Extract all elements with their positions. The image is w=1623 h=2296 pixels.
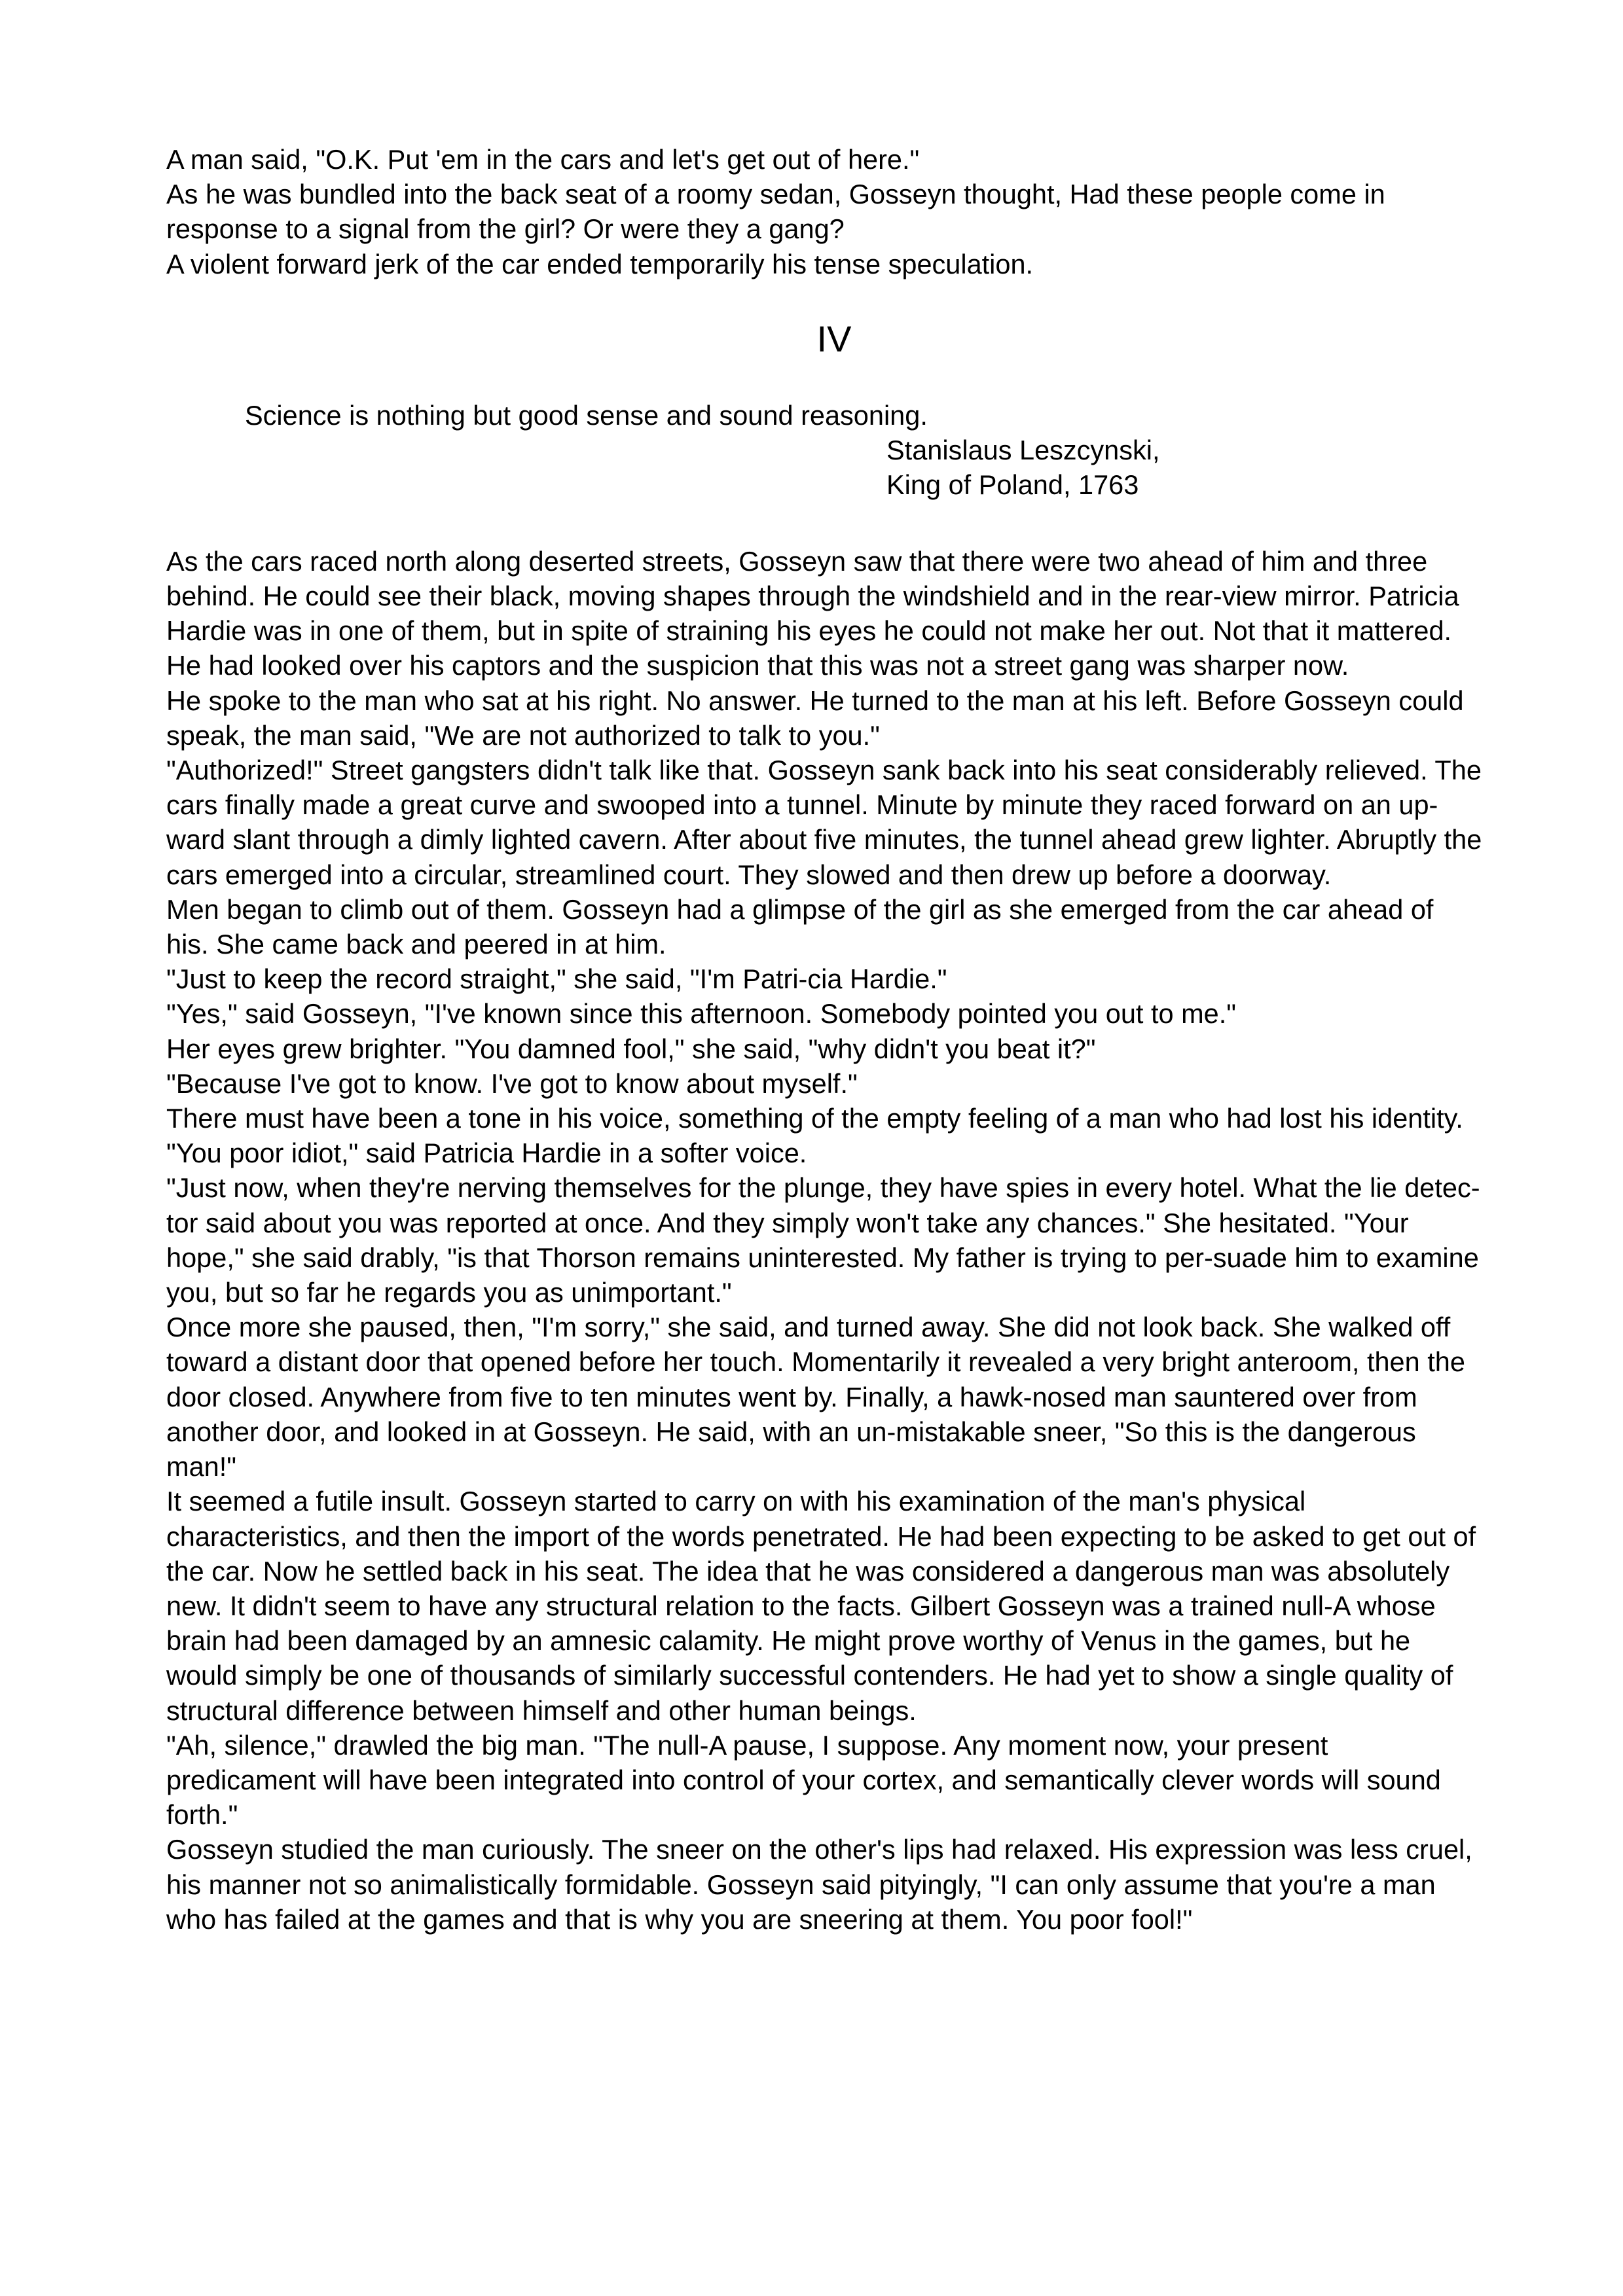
document-page: [166, 142, 1482, 1937]
body-paragraph: It seemed a futile insult. Gosseyn started to carry on with his examination of the man's physical characteristics, and then the import of the words penetrated. He had been expecting to be asked to get out of the car. Now he settled back in his seat. The idea that he was considered a dangerous man was absolutely new. It didn't seem to have any structural relation to the facts. Gilbert Gosseyn was a trained null-A whose brain had been damaged by an amnesic calamity. He might prove worthy of Venus in the games, but he would simply be one of thousands of similarly successful contenders. He had yet to show a single quality of structural difference between himself and other human beings.: [166, 1486, 1476, 1726]
body-paragraph: "Yes," said Gosseyn, "I've known since this afternoon. Somebody pointed you out to me.": [166, 998, 1237, 1030]
body-paragraph: "Just now, when they're nerving themselves for the plunge, they have spies in every hotel. What the lie detec-tor said about you was reported at once. And they simply won't take any chances." She hesitated. "Your hope," she said drably, "is that Thorson remains uninterested. My father is trying to per-suade him to examine you, but so far he regards you as unimportant.": [166, 1172, 1480, 1308]
intro-paragraph: A man said, "O.K. Put 'em in the cars and let's get out of here.": [166, 144, 920, 175]
body-paragraph: There must have been a tone in his voice, something of the empty feeling of a man who had lost his identity.: [166, 1103, 1463, 1134]
body-paragraph: "Authorized!" Street gangsters didn't talk like that. Gosseyn sank back into his seat considerably relieved. The cars finally made a great curve and swooped into a tunnel. Minute by minute they raced forward on an up-ward slant through a dimly lighted cavern. After about five minutes, the tunnel ahead grew lighter. Abruptly the cars emerged into a circular, streamlined court. They slowed and then drew up before a doorway.: [166, 755, 1482, 890]
body-paragraph: He spoke to the man who sat at his right. No answer. He turned to the man at his left. Before Gosseyn could speak, the man said, "We are not authorized to talk to you.": [166, 685, 1464, 751]
body-paragraph: Once more she paused, then, "I'm sorry," she said, and turned away. She did not look back. She walked off toward a distant door that opened before her touch. Momentarily it revealed a very bright anteroom, then the door closed. Anywhere from five to ten minutes went by. Finally, a hawk-nosed man sauntered over from another door, and looked in at Gosseyn. He said, with an un-mistakable sneer, "So this is the dangerous man!": [166, 1312, 1465, 1482]
epigraph: [166, 398, 1482, 502]
body-paragraph: "Because I've got to know. I've got to know about myself.": [166, 1067, 858, 1099]
body-paragraph: Her eyes grew brighter. "You damned fool," she said, "why didn't you beat it?": [166, 1033, 1096, 1064]
body-paragraph: "Just to keep the record straight," she said, "I'm Patri-cia Hardie.": [166, 963, 947, 995]
body-paragraph: As the cars raced north along deserted streets, Gosseyn saw that there were two ahead of him and three behind. He could see their black, moving shapes through the windshield and in the rear-view mirror. Patricia Hardie was in one of them, but in spite of straining his eyes he could not make her out. Not that it mattered. He had looked over his captors and the suspicion that this was not a street gang was sharper now.: [166, 545, 1459, 681]
body-paragraph: Men began to climb out of them. Gosseyn had a glimpse of the girl as she emerged from the car ahead of his. She came back and peered in at him.: [166, 893, 1434, 960]
intro-section: [166, 142, 1482, 281]
chapter-heading: IV: [816, 317, 852, 359]
epigraph-quote: Science is nothing but good sense and sound reasoning.: [245, 399, 928, 431]
epigraph-author: Stanislaus Leszcynski,: [886, 434, 1160, 465]
intro-paragraph: A violent forward jerk of the car ended temporarily his tense speculation.: [166, 248, 1034, 279]
intro-paragraph: As he was bundled into the back seat of a roomy sedan, Gosseyn thought, Had these people come in response to a signal from the girl? Or were they a gang?: [166, 179, 1385, 245]
body-paragraph: Gosseyn studied the man curiously. The sneer on the other's lips had relaxed. His expression was less cruel, his manner not so animalistically formidable. Gosseyn said pityingly, "I can only assume that you're a man who has failed at the games and that is why you are sneering at them. You poor fool!": [166, 1834, 1472, 1935]
chapter-body: [166, 544, 1482, 1937]
body-paragraph: "Ah, silence," drawled the big man. "The null-A pause, I suppose. Any moment now, your present predicament will have been integrated into control of your cortex, and semantically clever words will sound forth.": [166, 1729, 1441, 1831]
body-paragraph: "You poor idiot," said Patricia Hardie in a softer voice.: [166, 1138, 807, 1169]
epigraph-title-date: King of Poland, 1763: [886, 469, 1139, 500]
